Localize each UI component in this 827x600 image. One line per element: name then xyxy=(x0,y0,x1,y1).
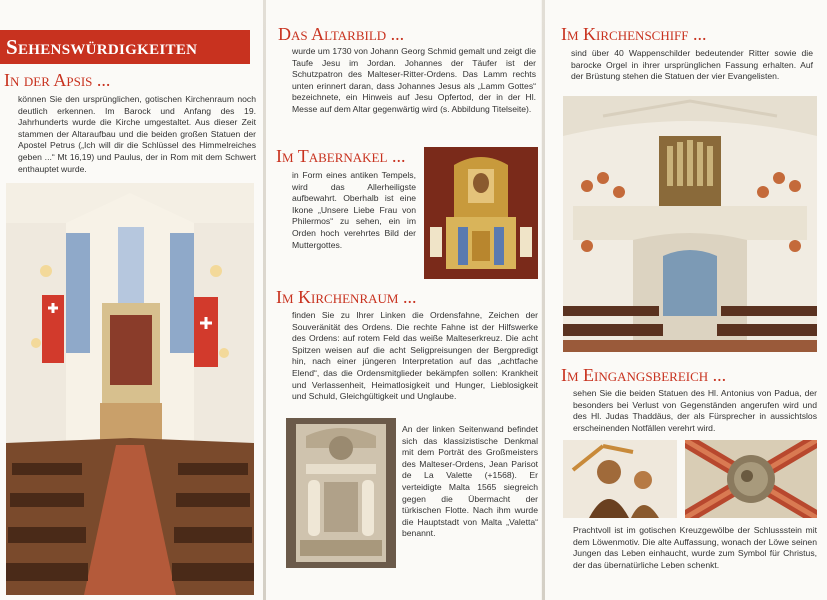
kirchenraum-heading: Im Kirchenraum ... xyxy=(276,287,417,307)
panel-kirchenschiff xyxy=(545,0,827,600)
schlussstein-text: Prachtvoll ist im gotischen Kreuzgewölbe der Schlussstein mit dem Löwenmotiv. Die alte Auffassung, wonach der Löwe seinen Jungen das Leben einhaucht, wurde zum Symbol für Christus, der das übernatürliche Leben schenkt. xyxy=(573,525,817,570)
apsis-heading: In der Apsis ... xyxy=(4,70,111,90)
altarbild-heading: Das Altarbild ... xyxy=(278,24,405,44)
valette-monument-photo xyxy=(286,418,396,568)
keystone-lion-photo xyxy=(685,440,817,518)
kirchenraum-text: finden Sie zu Ihrer Linken die Ordensfahne, Zeichen der Souveränität des Ordens. Die rechte Fahne ist der Hilfswerke des Ordens: auf rotem Feld das weiße Malteserkreuz. Die acht Spitzen weisen auf die acht Seligpreisungen der Bergpredigt hin, nach einer jüngeren Interpretation auf das „achtfache Elend“, das die Ordensmitglieder bekämpfen sollen: Krankheit und Verlassenheit, Heimatlosigkeit und Hunger, Lieblosigkeit und Schuld, Gleichgültigkeit und Unglaube. xyxy=(292,310,538,402)
eingang-heading: Im Eingangsbereich ... xyxy=(561,365,727,385)
kirchenschiff-heading: Im Kirchenschiff ... xyxy=(561,24,707,44)
altarbild-text: wurde um 1730 von Johann Georg Schmid gemalt und zeigt die Taufe Jesu im Jordan. Johannes der Täufer ist der Schutzpatron des Malteser-Ritter-Ordens. Das Lamm rechts unten erinnert daran, dass Johannes Jesus als „Lamm Gottes“ bezeichnete, ein Hinweis auf Jesu Opfertod, der in der Hl. Messe auf dem Altar gegenwärtig wird (s. Abbildung Titelseite). xyxy=(292,46,536,114)
church-apse-photo xyxy=(6,183,254,595)
tabernacle-photo xyxy=(424,147,538,279)
panel-altar xyxy=(266,0,541,600)
tabernakel-heading: Im Tabernakel ... xyxy=(276,146,406,166)
kirchenschiff-text: sind über 40 Wappenschilder bedeutender Ritter sowie die barocke Orgel in ihrer ursprünglichen Fassung erhalten. Auf der Brüstung stehen die Statuen der vier Evangelisten. xyxy=(571,48,813,82)
apsis-text: können Sie den ursprünglichen, gotischen Kirchenraum noch deutlich erkennen. Im Barock und Anfang des 19. Jahrhunderts wurde die Kirche umgestaltet. Aus dieser Zeit stammen der Altaraufbau und die beiden großen Statuen der Apostel Petrus („Ich will dir die Schlüssel des Himmelreiches geben ...“ Mt 16,19) und Paulus, der in Rom mit dem Schwert enthauptet wurde. xyxy=(18,94,256,174)
panel-apsis xyxy=(0,0,263,600)
nave-organ-photo xyxy=(563,96,817,352)
section-banner: Sehenswürdigkeiten xyxy=(0,30,250,64)
antonius-statue-photo xyxy=(563,440,677,518)
denkmal-text: An der linken Seitenwand befindet sich das klassizistische Denkmal mit dem Porträt des Großmeisters des Malteser-Ordens, Jean Parisot de La Valette (+1568). Er verteidigte Malta 1565 siegreich gegen die Übermacht der türkischen Flotte. Nach ihm wurde die Hauptstadt von Malta „Valetta“ benannt. xyxy=(402,424,538,539)
tabernakel-text: in Form eines antiken Tempels, wird das Allerheiligste aufbewahrt. Oberhalb ist eine Ikone „Unsere Liebe Frau von Philermos“ zu sehen, ein im Orden hoch verehrtes Bild der Muttergottes. xyxy=(292,170,416,250)
eingang-text: sehen Sie die beiden Statuen des Hl. Antonius von Padua, der besonders bei Verlust von Gegenständen angerufen wird und des Hl. Judas Thaddäus, der als Fürsprecher in aussichtslos erscheinenden Notfällen verehrt wird. xyxy=(573,388,817,433)
